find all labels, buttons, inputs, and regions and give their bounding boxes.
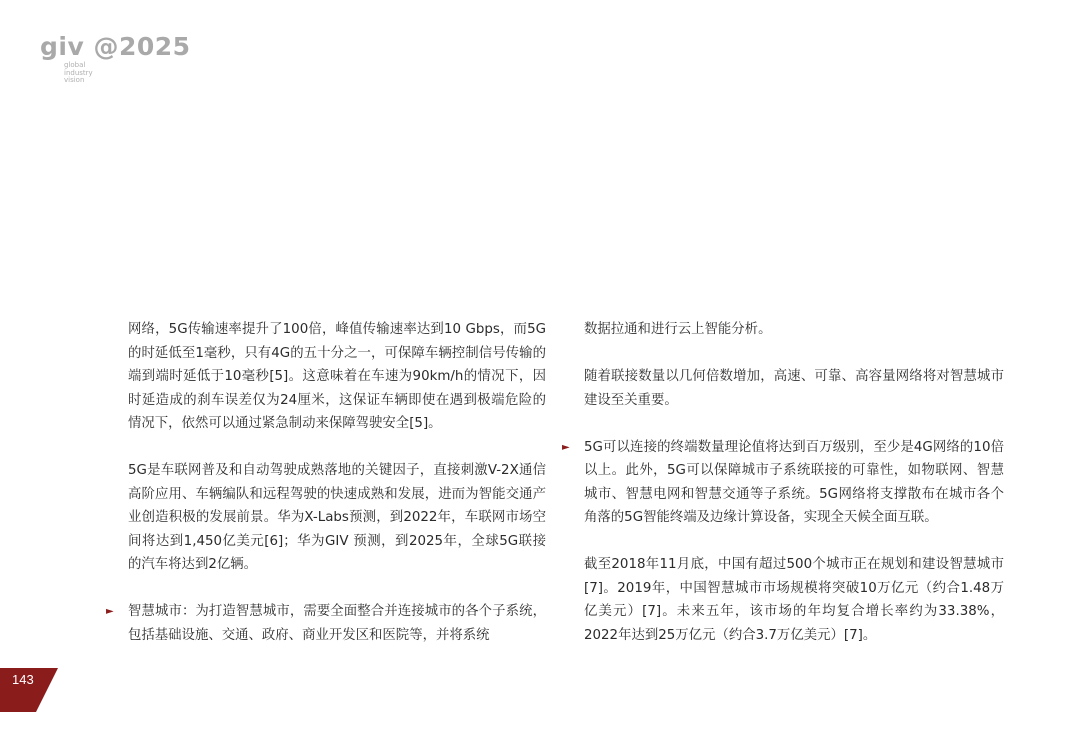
page-number: 143 <box>12 672 34 687</box>
bullet-text: 智慧城市：为打造智慧城市，需要全面整合并连接城市的各个子系统，包括基础设施、交通、政府、商业开发区和医院等，并将系统 <box>128 604 546 643</box>
logo-subtitle-line: global <box>64 61 86 69</box>
body-paragraph: 数据拉通和进行云上智能分析。 <box>584 322 772 337</box>
body-paragraph: 截至2018年11月底，中国有超过500个城市正在规划和建设智慧城市[7]。2019年，中国智慧城市市场规模将突破10万亿元（约合1.48万亿美元）[7]。未来五年，该市场的年均复合增长率约为33.38%，2022年达到25万亿元（约合3.7万亿美元）[7]。 <box>584 557 1004 643</box>
left-column <box>106 318 546 671</box>
bullet-item <box>106 600 546 647</box>
logo-subtitle <box>64 62 191 85</box>
right-column <box>562 318 1004 671</box>
logo <box>40 34 191 85</box>
body-paragraph: 5G是车联网普及和自动驾驶成熟落地的关键因子，直接刺激V-2X通信高阶应用、车辆编队和远程驾驶的快速成熟和发展，进而为智能交通产业创造积极的发展前景。华为X-Labs预测，到2022年，车联网市场空间将达到1,450亿美元[6]；华为GIV 预测，到2025年，全球5G联接的汽车将达到2亿辆。 <box>128 463 546 572</box>
logo-mark: giv @2025 <box>40 32 191 61</box>
logo-subtitle-line: vision <box>64 76 85 84</box>
logo-subtitle-line: industry <box>64 68 93 77</box>
body-paragraph: 网络，5G传输速率提升了100倍，峰值传输速率达到10 Gbps，而5G的时延低至1毫秒，只有4G的五十分之一，可保障车辆控制信号传输的端到端时延低于10毫秒[5]。这意味着在车速为90km/h的情况下，因时延造成的刹车误差仅为24厘米，这保证车辆即使在遇到极端危险的情况下，依然可以通过紧急制动来保障驾驶安全[5]。 <box>128 322 546 431</box>
triangle-bullet-icon: ► <box>562 441 570 453</box>
bullet-item <box>562 436 1004 530</box>
bullet-text: 5G可以连接的终端数量理论值将达到百万级别，至少是4G网络的10倍以上。此外，5G可以保障城市子系统联接的可靠性，如物联网、智慧城市、智慧电网和智慧交通等子系统。5G网络将支撑散布在城市各个角落的5G智能终端及边缘计算设备，实现全天候全面互联。 <box>584 439 1004 525</box>
body-paragraph: 随着联接数量以几何倍数增加，高速、可靠、高容量网络将对智慧城市建设至关重要。 <box>584 369 1004 408</box>
triangle-bullet-icon: ► <box>106 606 114 617</box>
page-number-tab <box>0 668 58 712</box>
